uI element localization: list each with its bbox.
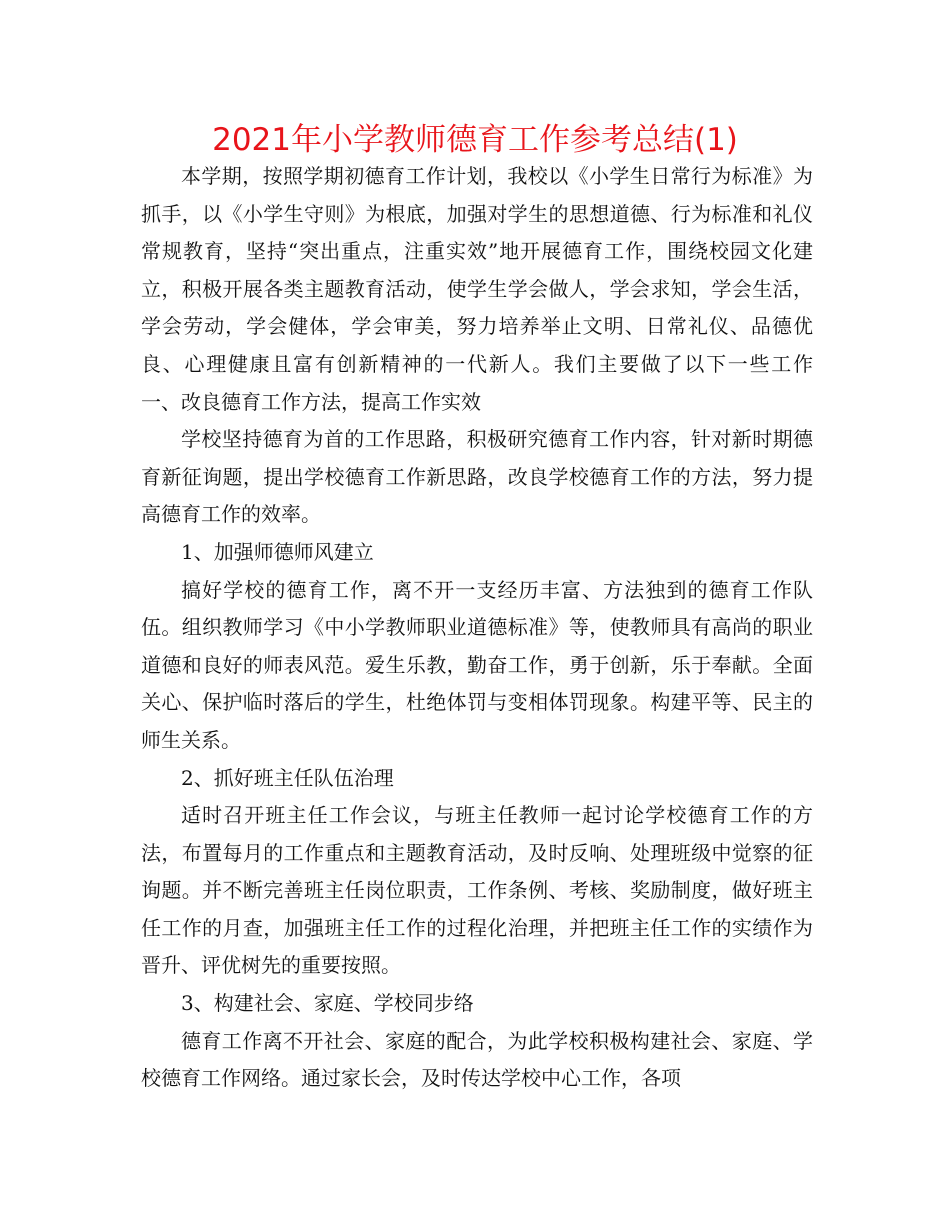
- section-heading-2: 2、抓好班主任队伍治理: [181, 765, 394, 790]
- section-heading-1: 1、加强师德师风建立: [181, 539, 374, 564]
- document-body: [141, 158, 853, 1098]
- paragraph-method: 学校坚持德育为首的工作思路，积极研究德育工作内容，针对新时期德育新征询题，提出学校德育工作新思路，改良学校德育工作的方法，努力提高德育工作的效率。: [141, 427, 813, 527]
- paragraph-class-teacher: 适时召开班主任工作会议，与班主任教师一起讨论学校德育工作的方法，布置每月的工作重点和主题教育活动，及时反响、处理班级中觉察的征询题。并不断完善班主任岗位职责，工作条例、考核、奖励制度，做好班主任工作的月查，加强班主任工作的过程化治理，并把班主任工作的实绩作为晋升、评优树先的重要按照。: [141, 803, 813, 978]
- paragraph-intro: 本学期，按照学期初德育工作计划，我校以《小学生日常行为标准》为抓手，以《小学生守则》为根底，加强对学生的思想道德、行为标准和礼仪常规教育，坚持“突出重点，注重实效”地开展德育工作，围绕校园文化建立，积极开展各类主题教育活动，使学生学会做人，学会求知，学会生活，学会劳动，学会健体，学会审美，努力培养举止文明、日常礼仪、品德优良、心理健康且富有创新精神的一代新人。我们主要做了以下一些工作 一、改良德育工作方法，提高工作实效: [141, 164, 853, 414]
- section-heading-3: 3、构建社会、家庭、学校同步络: [181, 991, 474, 1016]
- document-title: 2021年小学教师德育工作参考总结(1): [212, 122, 738, 158]
- paragraph-network: 德育工作离不开社会、家庭的配合，为此学校积极构建社会、家庭、学校德育工作网络。通过家长会，及时传达学校中心工作，各项: [141, 1028, 813, 1091]
- paragraph-teacher-ethics: 搞好学校的德育工作，离不开一支经历丰富、方法独到的德育工作队伍。组织教师学习《中小学教师职业道德标准》等，使教师具有高尚的职业道德和良好的师表风范。爱生乐教，勤奋工作，勇于创新，乐于奉献。全面关心、保护临时落后的学生，杜绝体罚与变相体罚现象。构建平等、民主的师生关系。: [141, 577, 813, 752]
